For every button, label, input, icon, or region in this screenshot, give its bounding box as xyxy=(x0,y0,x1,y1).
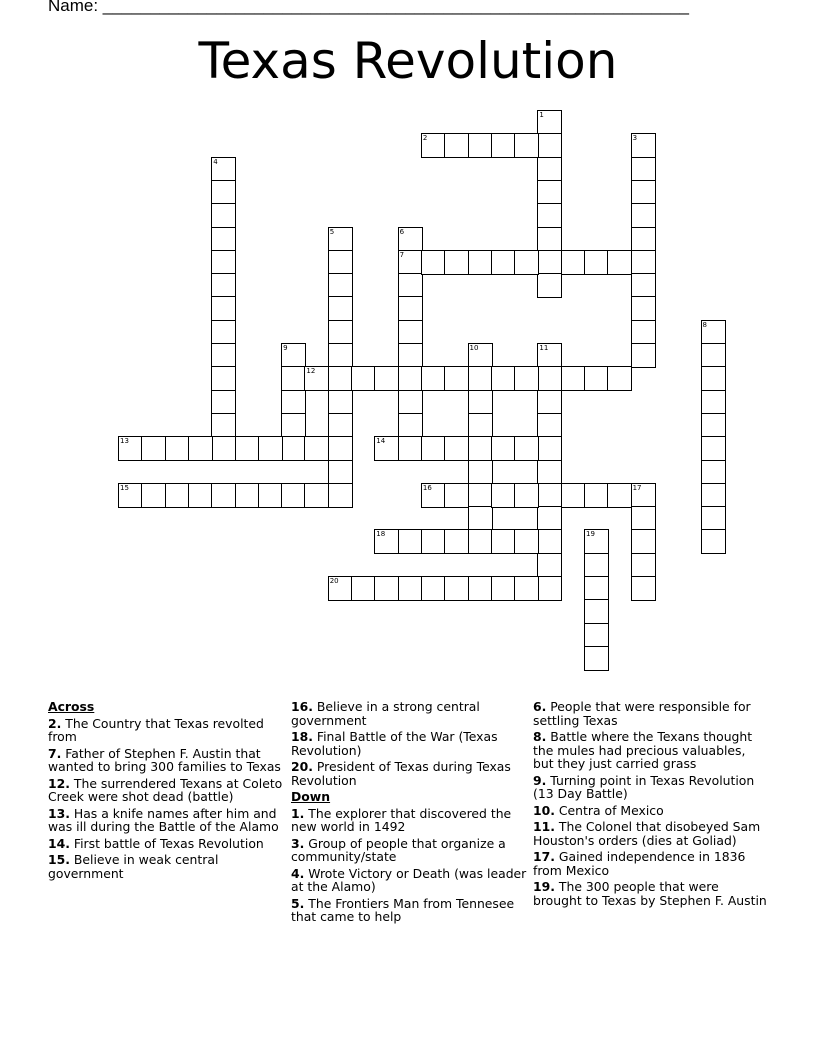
grid-cell[interactable] xyxy=(281,343,306,368)
grid-cell[interactable] xyxy=(631,296,656,321)
grid-cell[interactable] xyxy=(468,529,493,554)
grid-cell[interactable] xyxy=(165,483,190,508)
clue-text: Father of Stephen F. Austin that wanted to bring 300 families to Texas xyxy=(48,745,281,774)
grid-cell[interactable] xyxy=(491,483,516,508)
grid-cell[interactable] xyxy=(211,250,236,275)
grid-cell[interactable] xyxy=(701,343,726,368)
grid-cell[interactable] xyxy=(537,273,562,298)
grid-cell[interactable] xyxy=(374,366,399,391)
grid-cell[interactable] xyxy=(701,460,726,485)
grid-cell[interactable] xyxy=(118,436,143,461)
grid-cell[interactable] xyxy=(607,366,632,391)
grid-cell[interactable] xyxy=(328,576,353,601)
clue-number-label: 13. xyxy=(48,805,70,821)
clue-number: 18 xyxy=(376,530,386,539)
clue-down xyxy=(533,850,769,877)
grid-cell[interactable] xyxy=(701,436,726,461)
grid-cell[interactable] xyxy=(444,529,469,554)
grid-cell[interactable] xyxy=(537,576,562,601)
clue-text: Gained independence in 1836 from Mexico xyxy=(533,849,746,878)
grid-cell[interactable] xyxy=(328,296,353,321)
grid-cell[interactable] xyxy=(537,506,562,531)
grid-cell[interactable] xyxy=(351,576,376,601)
grid-cell[interactable] xyxy=(211,366,236,391)
grid-cell[interactable] xyxy=(561,483,586,508)
clue-down xyxy=(533,880,769,907)
grid-cell[interactable] xyxy=(374,529,399,554)
grid-cell[interactable] xyxy=(235,483,260,508)
clue-number-label: 8. xyxy=(533,729,547,744)
grid-cell[interactable] xyxy=(118,483,143,508)
grid-cell[interactable] xyxy=(537,553,562,578)
grid-cell[interactable] xyxy=(281,366,306,391)
grid-cell[interactable] xyxy=(491,576,516,601)
grid-cell[interactable] xyxy=(468,366,493,391)
grid-cell[interactable] xyxy=(281,413,306,438)
grid-cell[interactable] xyxy=(537,227,562,252)
clue-text: First battle of Texas Revolution xyxy=(69,835,264,851)
grid-cell[interactable] xyxy=(328,460,353,485)
grid-cell[interactable] xyxy=(328,366,353,391)
grid-cell[interactable] xyxy=(584,553,609,578)
grid-cell[interactable] xyxy=(584,623,609,648)
grid-cell[interactable] xyxy=(444,250,469,275)
grid-cell[interactable] xyxy=(607,483,632,508)
grid-cell[interactable] xyxy=(537,110,562,135)
clue-text: The Country that Texas revolted from xyxy=(48,715,264,744)
clue-number-label: 9. xyxy=(533,772,547,788)
clue-number: 11 xyxy=(539,344,549,352)
grid-cell[interactable] xyxy=(537,203,562,228)
grid-cell[interactable] xyxy=(328,343,353,368)
clue-number-label: 11. xyxy=(533,819,555,834)
grid-cell[interactable] xyxy=(421,483,446,508)
grid-cell[interactable] xyxy=(631,203,656,228)
clue-column-2 xyxy=(291,700,527,927)
grid-cell[interactable] xyxy=(468,133,493,158)
clue-number: 12 xyxy=(306,367,316,376)
clue-number-label: 4. xyxy=(291,865,305,881)
grid-cell[interactable] xyxy=(444,133,469,158)
grid-cell[interactable] xyxy=(328,320,353,345)
clue-down xyxy=(291,837,527,864)
grid-cell[interactable] xyxy=(537,366,562,391)
grid-cell[interactable] xyxy=(491,366,516,391)
clue-across xyxy=(48,747,284,774)
grid-cell[interactable] xyxy=(304,483,329,508)
grid-cell[interactable] xyxy=(398,227,423,252)
grid-cell[interactable] xyxy=(235,436,260,461)
grid-cell[interactable] xyxy=(211,227,236,252)
grid-cell[interactable] xyxy=(514,576,539,601)
clue-number-label: 15. xyxy=(48,852,70,867)
grid-cell[interactable] xyxy=(211,413,236,438)
grid-cell[interactable] xyxy=(328,227,353,252)
grid-cell[interactable] xyxy=(537,436,562,461)
grid-cell[interactable] xyxy=(421,250,446,275)
clue-column-3 xyxy=(533,700,769,910)
grid-cell[interactable] xyxy=(328,436,353,461)
grid-cell[interactable] xyxy=(491,250,516,275)
clue-across xyxy=(48,717,284,744)
clue-number: 5 xyxy=(329,227,335,236)
grid-cell[interactable] xyxy=(537,460,562,485)
grid-cell[interactable] xyxy=(468,483,493,508)
grid-cell[interactable] xyxy=(211,483,236,508)
grid-cell[interactable] xyxy=(468,460,493,485)
grid-cell[interactable] xyxy=(491,133,516,158)
grid-cell[interactable] xyxy=(211,203,236,228)
clue-across xyxy=(48,853,284,880)
grid-cell[interactable] xyxy=(188,483,213,508)
grid-cell[interactable] xyxy=(631,180,656,205)
grid-cell[interactable] xyxy=(188,436,213,461)
grid-cell[interactable] xyxy=(514,529,539,554)
grid-cell[interactable] xyxy=(701,320,726,345)
grid-cell[interactable] xyxy=(398,343,423,368)
grid-cell[interactable] xyxy=(211,296,236,321)
grid-cell[interactable] xyxy=(328,390,353,415)
grid-cell[interactable] xyxy=(211,343,236,368)
clue-number: 15 xyxy=(120,483,129,492)
grid-cell[interactable] xyxy=(701,390,726,415)
grid-cell[interactable] xyxy=(631,227,656,252)
clue-number-label: 10. xyxy=(533,802,555,818)
grid-cell[interactable] xyxy=(421,436,446,461)
grid-cell[interactable] xyxy=(328,273,353,298)
clue-number-label: 7. xyxy=(48,745,62,761)
grid-cell[interactable] xyxy=(631,343,656,368)
clue-number: 20 xyxy=(329,577,339,585)
grid-cell[interactable] xyxy=(141,436,166,461)
grid-cell[interactable] xyxy=(421,133,446,158)
grid-cell[interactable] xyxy=(631,529,656,554)
grid-cell[interactable] xyxy=(631,576,656,601)
clue-text: Final Battle of the War (Texas Revolution) xyxy=(291,729,498,758)
grid-cell[interactable] xyxy=(258,436,283,461)
clue-number: 7 xyxy=(399,250,405,259)
grid-cell[interactable] xyxy=(398,529,423,554)
grid-cell[interactable] xyxy=(304,366,329,391)
grid-cell[interactable] xyxy=(421,576,446,601)
grid-cell[interactable] xyxy=(444,576,469,601)
grid-cell[interactable] xyxy=(584,529,609,554)
grid-cell[interactable] xyxy=(631,133,656,158)
grid-cell[interactable] xyxy=(537,180,562,205)
clue-number-label: 16. xyxy=(291,699,313,714)
clue-text: Group of people that organize a community/state xyxy=(291,835,506,864)
grid-cell[interactable] xyxy=(281,390,306,415)
clue-down xyxy=(291,807,527,834)
grid-cell[interactable] xyxy=(328,413,353,438)
clue-number: 1 xyxy=(539,111,544,119)
grid-cell[interactable] xyxy=(561,366,586,391)
clue-number-label: 19. xyxy=(533,879,555,894)
clue-text: The surrendered Texans at Coleto Creek were shot dead (battle) xyxy=(48,775,283,804)
clue-number: 17 xyxy=(632,483,642,492)
grid-cell[interactable] xyxy=(141,483,166,508)
clue-text: People that were responsible for settling Texas xyxy=(533,699,751,728)
grid-cell[interactable] xyxy=(421,529,446,554)
clue-text: The Colonel that disobeyed Sam Houston's orders (dies at Goliad) xyxy=(533,819,761,848)
grid-cell[interactable] xyxy=(444,366,469,391)
grid-cell[interactable] xyxy=(468,413,493,438)
clue-down xyxy=(533,774,769,801)
clue-number-label: 12. xyxy=(48,775,70,791)
grid-cell[interactable] xyxy=(701,366,726,391)
grid-cell[interactable] xyxy=(398,436,423,461)
clue-number-label: 5. xyxy=(291,895,305,911)
clue-column-1 xyxy=(48,700,284,883)
grid-cell[interactable] xyxy=(398,296,423,321)
grid-cell[interactable] xyxy=(537,529,562,554)
name-field-label: Name: ______________________________________________________________ xyxy=(48,0,689,15)
clue-across xyxy=(48,777,284,804)
clue-number-label: 1. xyxy=(291,805,305,821)
grid-cell[interactable] xyxy=(537,343,562,368)
grid-cell[interactable] xyxy=(328,483,353,508)
clue-across xyxy=(291,760,527,787)
grid-cell[interactable] xyxy=(444,436,469,461)
clue-text: The 300 people that were brought to Texas by Stephen F. Austin xyxy=(533,879,767,908)
clue-number: 6 xyxy=(399,227,405,236)
grid-cell[interactable] xyxy=(398,576,423,601)
clue-text: President of Texas during Texas Revolution xyxy=(291,759,511,788)
down-heading: Down xyxy=(291,789,331,804)
clue-number: 2 xyxy=(422,134,428,143)
grid-cell[interactable] xyxy=(584,576,609,601)
clue-down xyxy=(533,820,769,847)
grid-cell[interactable] xyxy=(328,250,353,275)
grid-cell[interactable] xyxy=(468,390,493,415)
clue-number: 19 xyxy=(586,530,595,539)
clue-across xyxy=(291,700,527,727)
grid-cell[interactable] xyxy=(514,483,539,508)
page-title: Texas Revolution xyxy=(198,32,618,90)
grid-cell[interactable] xyxy=(374,436,399,461)
clue-text: Wrote Victory or Death (was leader at the Alamo) xyxy=(291,865,527,894)
clue-number: 9 xyxy=(283,344,288,352)
clue-number: 14 xyxy=(376,437,386,446)
grid-cell[interactable] xyxy=(374,576,399,601)
grid-cell[interactable] xyxy=(584,646,609,671)
grid-cell[interactable] xyxy=(211,436,236,461)
clue-text: Has a knife names after him and was ill during the Battle of the Alamo xyxy=(48,805,279,834)
grid-cell[interactable] xyxy=(701,529,726,554)
grid-cell[interactable] xyxy=(211,157,236,182)
grid-cell[interactable] xyxy=(211,180,236,205)
grid-cell[interactable] xyxy=(537,390,562,415)
grid-cell[interactable] xyxy=(607,250,632,275)
grid-cell[interactable] xyxy=(631,483,656,508)
clue-text: Battle where the Texans thought the mules had precious valuables, but they just carried grass xyxy=(533,729,753,771)
grid-cell[interactable] xyxy=(304,436,329,461)
grid-cell[interactable] xyxy=(631,320,656,345)
grid-cell[interactable] xyxy=(211,390,236,415)
clue-number-label: 17. xyxy=(533,849,555,864)
clue-number: 10 xyxy=(469,344,479,352)
clue-text: Centra of Mexico xyxy=(554,802,664,818)
grid-cell[interactable] xyxy=(701,413,726,438)
clue-text: Turning point in Texas Revolution (13 Day Battle) xyxy=(533,772,755,801)
grid-cell[interactable] xyxy=(561,250,586,275)
grid-cell[interactable] xyxy=(421,366,446,391)
clue-down xyxy=(533,804,769,818)
grid-cell[interactable] xyxy=(398,320,423,345)
grid-cell[interactable] xyxy=(537,157,562,182)
grid-cell[interactable] xyxy=(398,366,423,391)
grid-cell[interactable] xyxy=(468,343,493,368)
clue-number-label: 2. xyxy=(48,715,62,731)
clue-number: 3 xyxy=(632,134,638,143)
clue-number: 8 xyxy=(702,320,707,329)
across-heading: Across xyxy=(48,699,95,714)
clue-number-label: 6. xyxy=(533,699,547,714)
grid-cell[interactable] xyxy=(537,483,562,508)
grid-cell[interactable] xyxy=(631,506,656,531)
grid-cell[interactable] xyxy=(514,133,539,158)
clue-down xyxy=(291,867,527,894)
clue-down xyxy=(533,730,769,771)
grid-cell[interactable] xyxy=(258,483,283,508)
clue-number-label: 14. xyxy=(48,835,70,851)
grid-cell[interactable] xyxy=(211,320,236,345)
grid-cell[interactable] xyxy=(398,250,423,275)
grid-cell[interactable] xyxy=(468,436,493,461)
grid-cell[interactable] xyxy=(514,436,539,461)
clue-text: The explorer that discovered the new world in 1492 xyxy=(291,805,512,834)
grid-cell[interactable] xyxy=(537,133,562,158)
clue-across xyxy=(48,807,284,834)
grid-cell[interactable] xyxy=(537,250,562,275)
clue-number-label: 18. xyxy=(291,729,313,744)
clue-number: 4 xyxy=(213,157,218,166)
grid-cell[interactable] xyxy=(537,413,562,438)
grid-cell[interactable] xyxy=(514,250,539,275)
grid-cell[interactable] xyxy=(631,273,656,298)
grid-cell[interactable] xyxy=(584,366,609,391)
clue-number: 16 xyxy=(422,483,432,492)
grid-cell[interactable] xyxy=(701,483,726,508)
grid-cell[interactable] xyxy=(165,436,190,461)
grid-cell[interactable] xyxy=(281,483,306,508)
grid-cell[interactable] xyxy=(468,576,493,601)
grid-cell[interactable] xyxy=(211,273,236,298)
grid-cell[interactable] xyxy=(631,553,656,578)
clue-number: 13 xyxy=(120,437,129,446)
grid-cell[interactable] xyxy=(631,250,656,275)
grid-cell[interactable] xyxy=(631,157,656,182)
grid-cell[interactable] xyxy=(584,599,609,624)
grid-cell[interactable] xyxy=(468,506,493,531)
clue-down xyxy=(291,897,527,924)
grid-cell[interactable] xyxy=(398,273,423,298)
grid-cell[interactable] xyxy=(398,390,423,415)
grid-cell[interactable] xyxy=(701,506,726,531)
clue-text: Believe in weak central government xyxy=(48,852,219,881)
grid-cell[interactable] xyxy=(444,483,469,508)
clue-across xyxy=(291,730,527,757)
grid-cell[interactable] xyxy=(514,366,539,391)
grid-cell[interactable] xyxy=(351,366,376,391)
clue-text: The Frontiers Man from Tennesee that came to help xyxy=(291,895,515,924)
grid-cell[interactable] xyxy=(398,413,423,438)
grid-cell[interactable] xyxy=(584,250,609,275)
clue-text: Believe in a strong central government xyxy=(291,699,480,728)
clue-down xyxy=(533,700,769,727)
clue-number-label: 20. xyxy=(291,759,313,774)
clue-across xyxy=(48,837,284,851)
grid-cell[interactable] xyxy=(281,436,306,461)
clue-number-label: 3. xyxy=(291,835,305,851)
grid-cell[interactable] xyxy=(468,250,493,275)
grid-cell[interactable] xyxy=(584,483,609,508)
grid-cell[interactable] xyxy=(491,436,516,461)
grid-cell[interactable] xyxy=(491,529,516,554)
